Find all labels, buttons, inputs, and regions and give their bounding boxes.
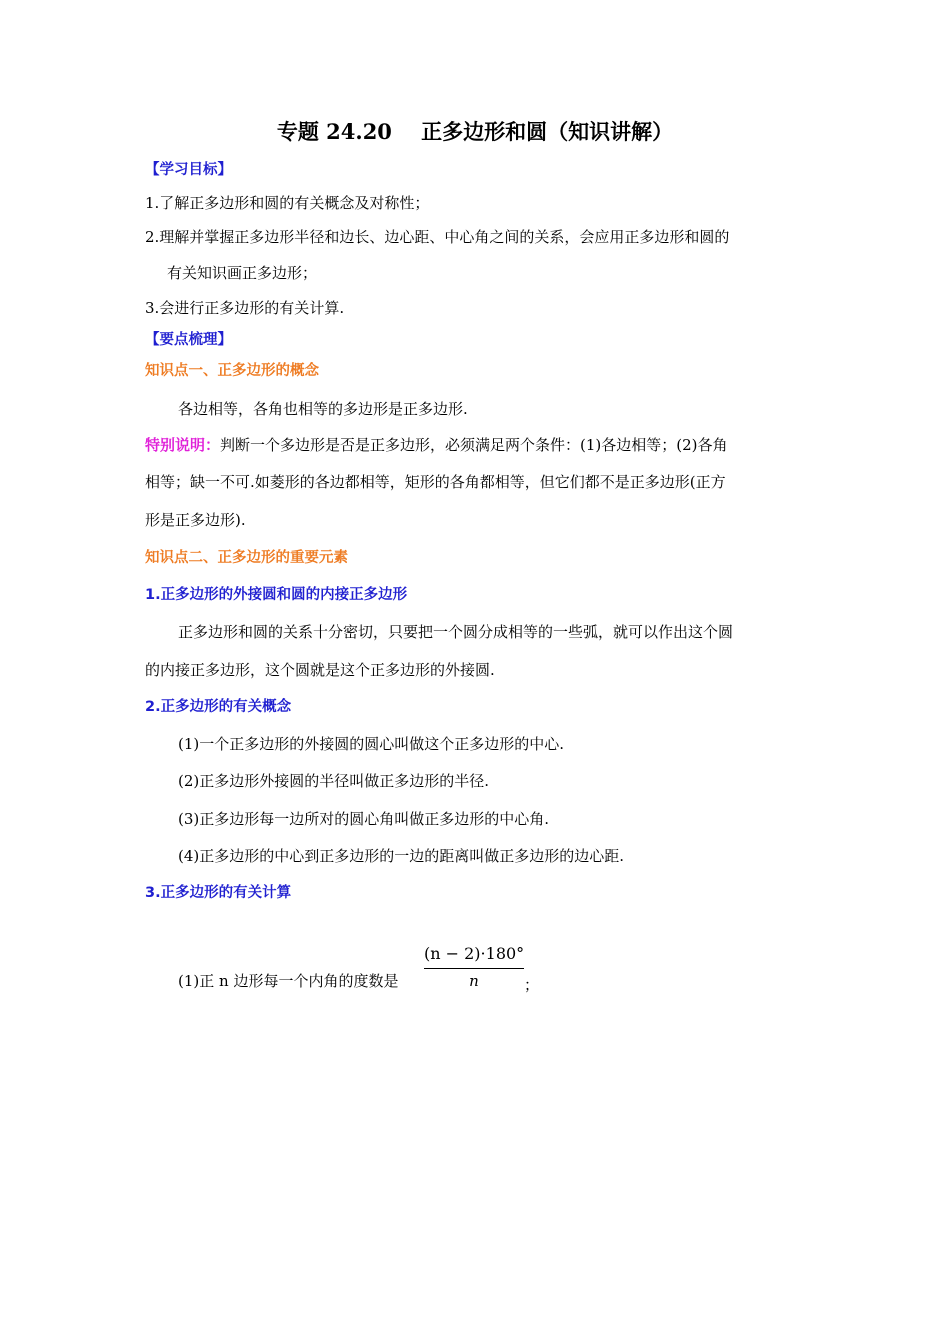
sub3-heading: 3.正多边形的有关计算 (145, 885, 292, 901)
sub2-item-2: (2)正多边形外接圆的半径叫做正多边形的半径. (178, 772, 490, 790)
formula-numerator: (n − 2)·180° (424, 944, 525, 963)
special-note-line1 (145, 435, 728, 455)
point2-heading: 知识点二、正多边形的重要元素 (145, 550, 348, 566)
sub1-line2: 的内接正多边形，这个圆就是这个正多边形的外接圆. (145, 661, 495, 679)
sub2-heading: 2.正多边形的有关概念 (145, 699, 292, 715)
page-title: 专题 24.20 正多边形和圆（知识讲解） (276, 119, 674, 144)
formula-denominator: n (469, 972, 479, 990)
calc1-suffix: ； (524, 976, 540, 994)
objective-item-3: 3.会进行正多边形的有关计算. (145, 299, 345, 317)
sub1-line1: 正多边形和圆的关系十分密切，只要把一个圆分成相等的一些弧，就可以作出这个圆 (178, 623, 734, 641)
calc1-prefix: (1)正 n 边形每一个内角的度数是 (178, 972, 399, 990)
objective-item-2-cont: 有关知识画正多边形； (167, 264, 318, 282)
sub1-heading: 1.正多边形的外接圆和圆的内接正多边形 (145, 587, 408, 603)
objectives-heading: 【学习目标】 (145, 162, 232, 178)
interior-angle-formula (424, 942, 524, 991)
special-note-line3: 形是正多边形). (145, 511, 246, 529)
special-note-label: 特别说明： (145, 436, 221, 454)
point1-heading: 知识点一、正多边形的概念 (145, 363, 319, 379)
sub2-item-4: (4)正多边形的中心到正多边形的一边的距离叫做正多边形的边心距. (178, 847, 625, 865)
sub2-item-3: (3)正多边形每一边所对的圆心角叫做正多边形的中心角. (178, 810, 550, 828)
special-note-text: 判断一个多边形是否是正多边形，必须满足两个条件：(1)各边相等；(2)各角 (220, 436, 728, 454)
objective-item-2: 2.理解并掌握正多边形半径和边长、边心距、中心角之间的关系，会应用正多边形和圆的 (145, 228, 730, 246)
fraction-bar (424, 968, 524, 969)
point1-definition: 各边相等，各角也相等的多边形是正多边形. (178, 400, 468, 418)
special-note-line2: 相等；缺一不可.如菱形的各边都相等，矩形的各角都相等，但它们都不是正多边形(正方 (145, 473, 726, 491)
objective-item-1: 1.了解正多边形和圆的有关概念及对称性； (145, 194, 430, 212)
key-points-heading: 【要点梳理】 (145, 332, 232, 348)
sub2-item-1: (1)一个正多边形的外接圆的圆心叫做这个正多边形的中心. (178, 735, 565, 753)
